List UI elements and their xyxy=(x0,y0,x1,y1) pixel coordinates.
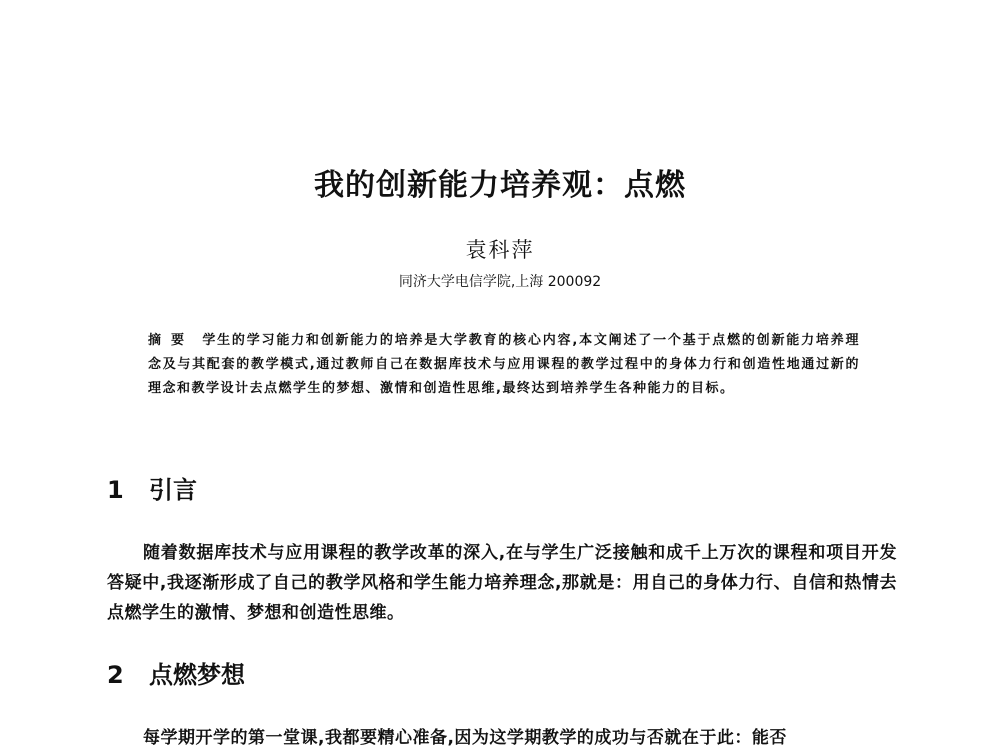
section-paragraph: 每学期开学的第一堂课,我都要精心准备,因为这学期教学的成功与否就在于此：能否 xyxy=(143,728,787,748)
section-number: 1 xyxy=(107,476,124,504)
section-heading xyxy=(107,474,197,506)
section-paragraph: 随着数据库技术与应用课程的教学改革的深入,在与学生广泛接触和成千上万次的课程和项目开发答疑中,我逐渐形成了自己的教学风格和学生能力培养理念,那就是：用自己的身体力行、自信和热情去点燃学生的激情、梦想和创造性思维。 xyxy=(107,543,897,623)
section-number: 2 xyxy=(107,661,124,689)
section-title: 点燃梦想 xyxy=(149,661,245,689)
author-name: 袁科萍 xyxy=(465,238,535,262)
abstract-label: 摘要 xyxy=(148,333,195,348)
paper-title: 我的创新能力培养观：点燃 xyxy=(314,168,686,203)
section-title: 引言 xyxy=(149,476,197,504)
abstract-text: 学生的学习能力和创新能力的培养是大学教育的核心内容,本文阐述了一个基于点燃的创新能力培养理念及与其配套的教学模式,通过教师自己在数据库技术与应用课程的教学过程中的身体力行和创造性地通过新的理念和教学设计去点燃学生的梦想、激情和创造性思维,最终达到培养学生各种能力的目标。 xyxy=(148,333,860,396)
author-affiliation: 同济大学电信学院,上海 200092 xyxy=(398,274,602,290)
abstract xyxy=(148,329,860,401)
section-heading xyxy=(107,659,245,691)
